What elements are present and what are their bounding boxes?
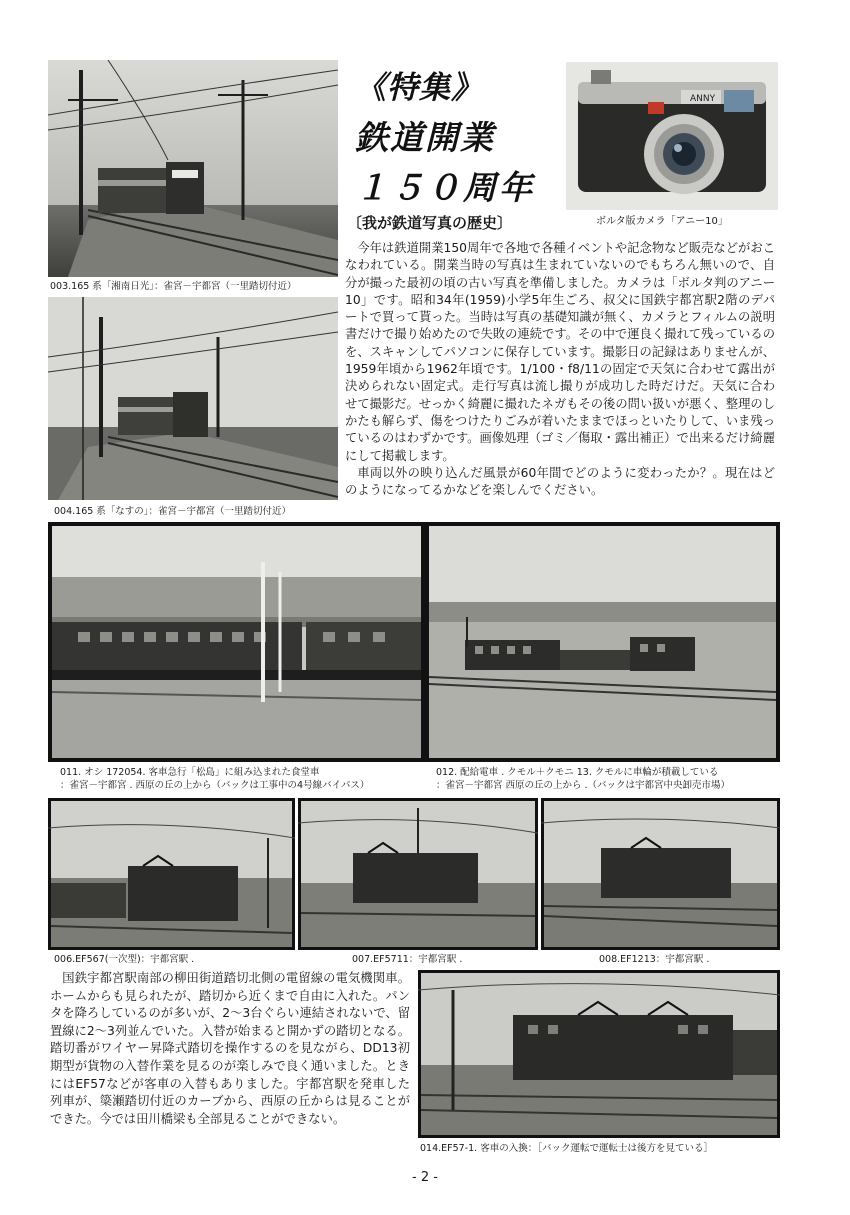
photo-004-nasuno	[48, 297, 338, 500]
caption-007: 007.EF5711：宇都宮駅 .	[352, 954, 463, 965]
photo-008-ef1213	[541, 798, 780, 950]
feature-title-line1: 《特集》	[355, 70, 483, 106]
caption-011-line2: ：雀宮－宇都宮 . 西原の丘の上から（バックは工事中の4号線バイパス）	[60, 780, 370, 791]
caption-006: 006.EF567(一次型)：宇都宮駅 .	[54, 954, 195, 965]
caption-011-line1: 011. オシ 172054. 客車急行「松島」に組み込まれた食堂車	[60, 767, 320, 778]
feature-title-line3: １５０周年	[355, 168, 535, 207]
caption-003: 003.165 系「湘南日光」：雀宮－宇都宮（一里踏切付近）	[50, 281, 297, 292]
camera-caption: ボルタ版カメラ「アニー10」	[596, 216, 728, 227]
caption-004: 004.165 系「なすの」：雀宮－宇都宮（一里踏切付近）	[54, 506, 292, 517]
intro-text	[345, 240, 775, 499]
camera-brand-text: ANNY	[690, 94, 716, 104]
photo-003-shonan-nikko	[48, 60, 338, 277]
photo-012-haikyu-densha	[425, 522, 780, 762]
caption-014: 014.EF57-1. 客車の入換：［バック運転で運転士は後方を見ている］	[420, 1143, 713, 1154]
photo-011-dining-car	[48, 522, 425, 762]
photo-007-ef5711	[298, 798, 538, 950]
photo-006-ef567	[48, 798, 295, 950]
caption-012-line1: 012. 配給電車 . クモル＋クモニ 13. クモルに車輪が積載している	[436, 767, 719, 778]
intro-paragraph-2: 車両以外の映り込んだ風景が60年間でどのように変わったか？。現在はどのようになってるかなどを楽しんでください。	[345, 465, 775, 498]
caption-008: 008.EF1213：宇都宮駅 .	[599, 954, 710, 965]
caption-012-line2: ：雀宮－宇都宮 西原の丘の上から .（バックは宇都宮中央卸売市場）	[436, 780, 731, 791]
lower-text	[50, 970, 410, 1128]
lower-paragraph: 国鉄宇都宮駅南部の柳田街道踏切北側の電留線の電気機関車。ホームからも見られたが、踏切から近くまで自由に入れた。パンタを降ろしているのが多いが、2～3台ぐらい連結されないで、留置線に2～3列並んでいた。入替が始まると開かずの踏切となる。踏切番がワイヤー昇降式踏切を操作するのを見ながら、DD13初期型が貨物の入替作業を見るのが楽しみで良く通いました。ときにはEF57などが客車の入替もありました。宇都宮駅を発車した列車が、簗瀬踏切付近のカーブから、西原の丘からは見ることができた。今では田川橋梁も全部見ることができない。	[50, 971, 410, 1126]
feature-title-line2: 鉄道開業	[355, 118, 495, 157]
camera-photo	[566, 62, 778, 210]
intro-paragraph-1: 今年は鉄道開業150周年で各地で各種イベントや記念物など販売などがおこなわれている。開業当時の写真は生まれていないのでもちろん無いので、自分が撮った最初の頃の古い写真を準備しました。カメラは「ボルタ判のアニー10」です。昭和34年(1959)小学5年生ごろ、叔父に国鉄宇都宮駅2階のデパートで買って貰った。当時は写真の基礎知識が無く、カメラとフィルムの説明書だけで撮り始めたので失敗の連続です。その中で運良く撮れて残っているのを、スキャンしてパソコンに保存しています。撮影日の記録はありませんが、1959年頃から1962年頃です。1/100・f8/11の固定で天気に合わせて露出が決められない固定式。走行写真は流し撮りが成功した時だけだ。天気に合わせて撮影だ。せっかく綺麗に撮れたネガもその後の問い扱いが悪く、整理のしかたも解らず、傷をつけたりごみが着いたままでほっといたりして、いま残っているのはわずかです。画像処理（ゴミ／傷取・露出補正）で出来るだけ綺麗にして掲載します。	[345, 241, 775, 463]
feature-subtitle: 〔我が鉄道写真の歴史〕	[347, 214, 513, 232]
photo-014-ef57-1	[418, 970, 780, 1138]
page-number: - 2 -	[412, 1170, 438, 1185]
